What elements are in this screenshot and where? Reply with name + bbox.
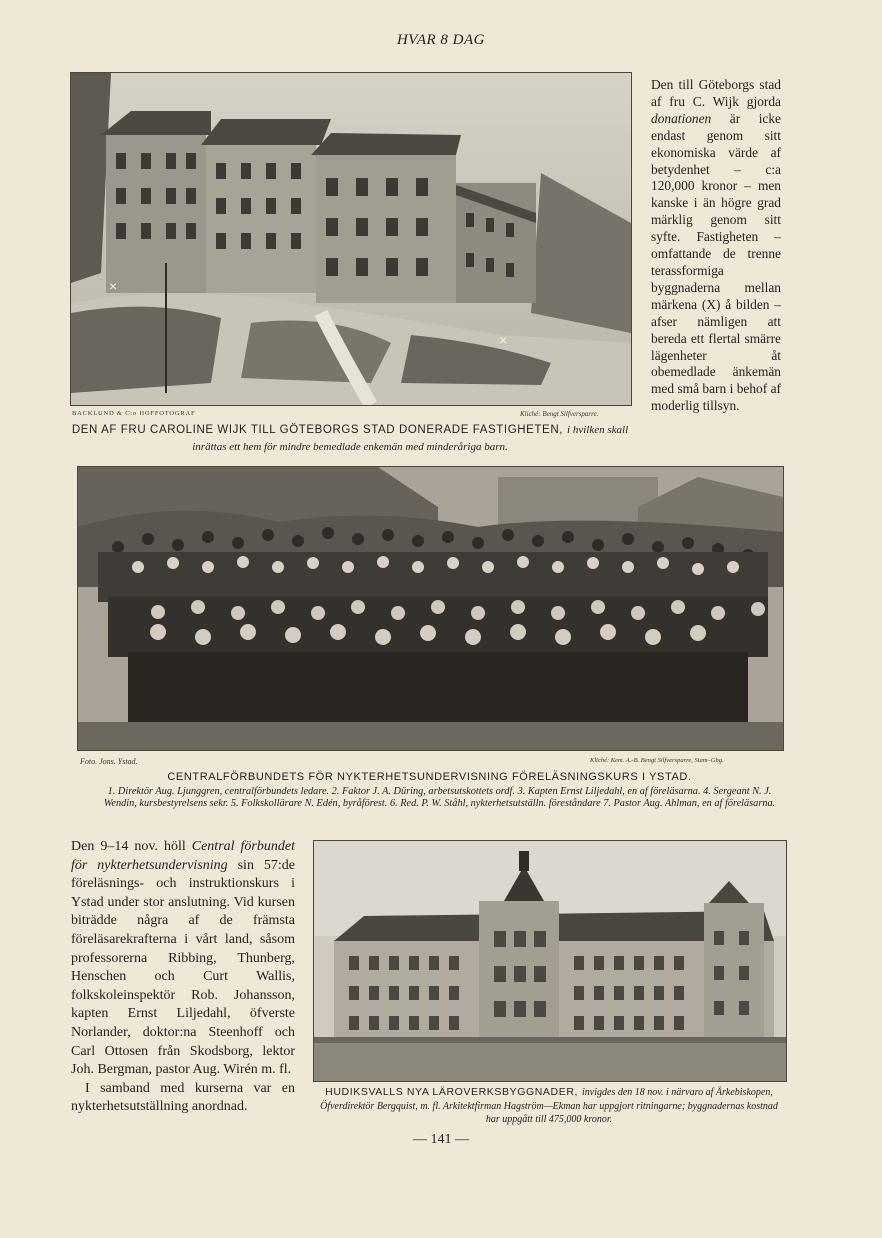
photo1-credit-right: Kliché: Bengt Silfversparre. <box>520 410 599 418</box>
photo2-credit-left: Foto. Jons. Ystad. <box>80 757 138 766</box>
photo-school-hudiksvall <box>313 840 787 1082</box>
photo-group-image <box>78 467 783 750</box>
svg-text:×: × <box>109 278 118 294</box>
ystad-text-part1: Den 9–14 nov. höll <box>71 839 192 854</box>
page-number: — 141 — <box>413 1132 469 1147</box>
photo2-credit-right: Kliché: Kem. A.-B. Bengt Silfversparre, Stam–Gbg. <box>590 757 724 764</box>
ystad-text-part2: sin 57:de föreläsnings- och instruktionskurs i Ystad under stor anslutning. Vid kursen biträdde några af de främsta föreläsarekrafterna i vårt land, såsom professorerna Ribbing, Thunberg, Henschen och Curt Wallis, folkskoleinspektör Rob. Johansson, kapten Ernst Liljedahl, öfverste Norlander, doktor:na Steenhoff och Carl Ottosen från Skodsborg, lektor Joh. Bergman, pastor Aug. Wirén m. fl. <box>71 857 295 1078</box>
photo-school-image <box>314 841 786 1081</box>
photo1-caption <box>70 421 630 455</box>
donation-text-emph: donationen <box>651 110 712 126</box>
photo1-credit-left: BACKLUND & C:o HOFFOTOGRAF <box>72 410 196 417</box>
photo2-caption-main: CENTRALFÖRBUNDETS FÖR NYKTERHETSUNDERVISNING FÖRELÄSNINGSKURS I YSTAD. <box>167 771 692 783</box>
photo3-caption <box>313 1085 785 1126</box>
donation-article-text <box>651 77 781 415</box>
ystad-text-emph: Central förbundet för nykterhetsundervisning <box>71 839 295 873</box>
photo1-caption-italic: i hvilken skall inrättas ett hem för mindre bemedlade enkemän med minderåriga barn. <box>192 424 629 453</box>
photo-group-ystad <box>77 466 784 751</box>
photo3-caption-main: HUDIKSVALLS NYA LÄROVERKSBYGGNADER, <box>325 1086 579 1098</box>
photo-building-image <box>71 73 631 405</box>
photo3-caption-italic: invigdes den 18 nov. i närvaro af Ärkebiskopen, Öfverdirektör Bergquist, m. fl. Arkitektfirman Hagström—Ekman har uppgjort ritningarne; byggnadernas kostnad har uppgått till 475,000 kronor. <box>320 1087 778 1126</box>
svg-text:×: × <box>499 332 508 348</box>
ystad-article-text <box>71 838 295 1117</box>
page-header: HVAR 8 DAG <box>396 32 486 48</box>
photo2-caption-list: 1. Direktör Aug. Ljunggren, centralförbundets ledare. 2. Faktor J. A. Düring, arbetsutskottets ordf. 3. Kapten Ernst Liljedahl, en af föreläsarna. 4. Sergeant N. J. Wendin, kursbestyrelsens sekr. 5. Folkskollärare N. Edén, byråförest. 6. Red. P. W. Ståhl, nykterhetsutställn. föreståndare 7. Pastor Aug. Ahlman, en af föreläsarna. <box>103 786 776 809</box>
photo-building-donation <box>70 72 632 406</box>
donation-text-part1: Den till Göteborgs stad af fru C. Wijk gjorda <box>651 77 781 109</box>
photo1-caption-main: DEN AF FRU CAROLINE WIJK TILL GÖTEBORGS STAD DONERADE FASTIGHETEN, <box>71 424 564 436</box>
ystad-text-part3: I samband med kurserna var en nykterhetsutställning anordnad. <box>71 1080 295 1115</box>
donation-text-part2: är icke endast genom sitt ekonomiska värde af betydenhet – c:a 120,000 kronor – men kanske i än högre grad märklig genom sitt syfte. Fastigheten – omfattande de trenne terassformiga byggnaderna mellan märkena (X) å bilden – afser nämligen att bereda ett flertal smärre lägenheter åt obemedlade änkemän med små barn i behof af moderlig tillsyn. <box>651 110 781 414</box>
